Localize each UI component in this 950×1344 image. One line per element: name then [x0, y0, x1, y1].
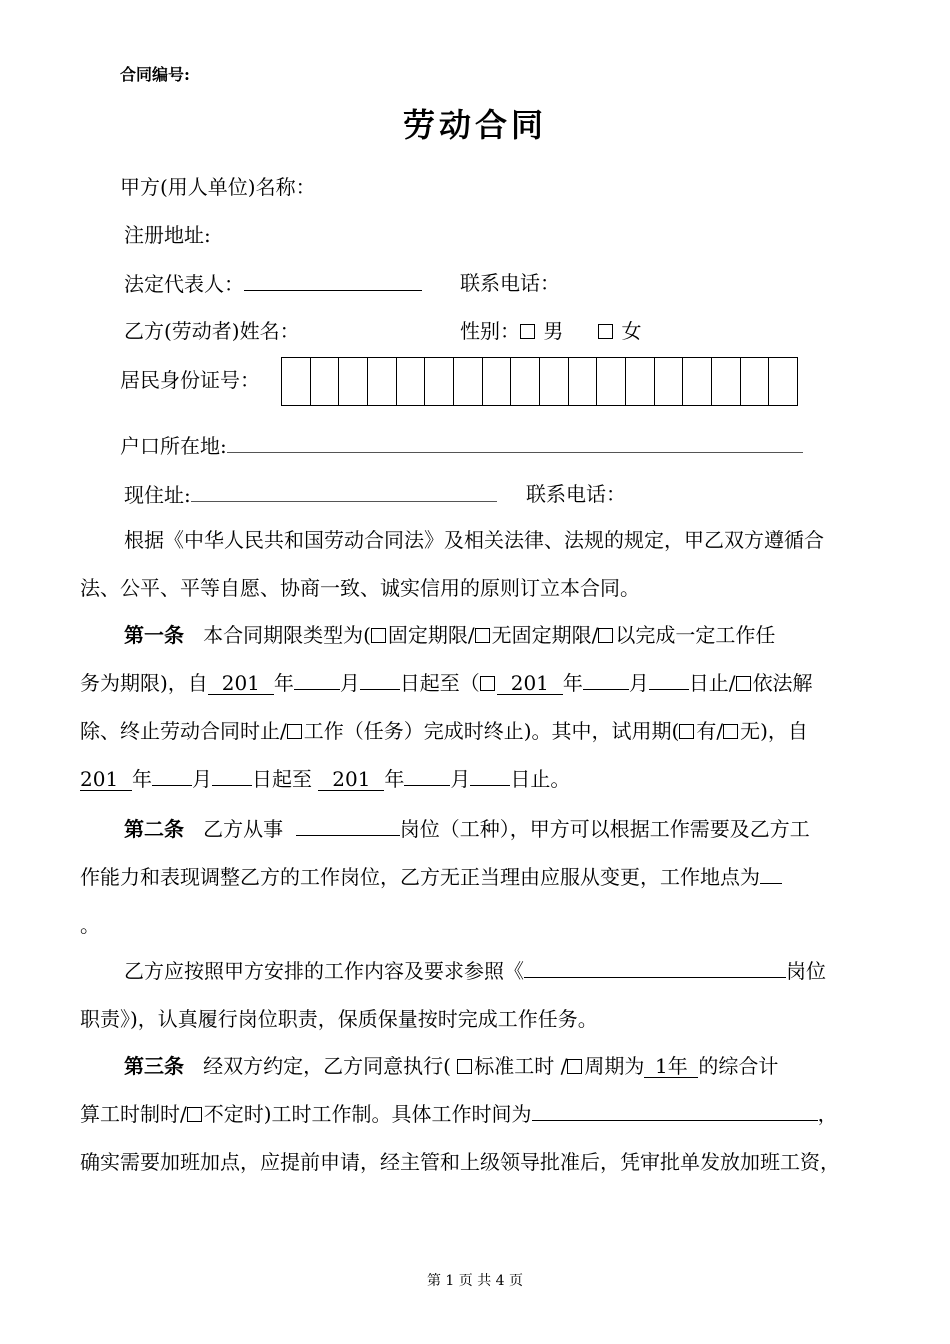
preamble-paragraph [80, 516, 886, 612]
id-digit-cell[interactable] [454, 358, 483, 405]
article-2 [80, 805, 886, 949]
id-digit-cell[interactable] [368, 358, 397, 405]
party-a-phone-label: 联系电话： [460, 271, 560, 295]
article-3-line-1: 第三条 经双方约定，乙方同意执行( 标准工时 / 周期为 1年 的综合计 [124, 1054, 779, 1078]
id-digit-cell[interactable] [540, 358, 569, 405]
legal-representative-row [124, 270, 422, 297]
legal-termination-checkbox[interactable] [736, 676, 751, 691]
period-field[interactable]: 1年 [644, 1055, 698, 1078]
article-1-line-2: 务为期限)，自 201 年 月 日起至（ 201 年 月 日止/ 依法解 [80, 671, 813, 695]
article-3 [80, 1042, 886, 1186]
gender-label: 性别： [460, 319, 520, 343]
end-date-checkbox[interactable] [480, 676, 495, 691]
party-a-address-label: 注册地址: [124, 223, 211, 247]
article-2-p2-line-1: 乙方应按照甲方安排的工作内容及要求参照《 岗位 [124, 959, 826, 983]
article-1-line-1: 第一条 本合同期限类型为( 固定期限/ 无固定期限/ 以完成一定工作任 [124, 623, 776, 647]
preamble-line-2: 法、公平、平等自愿、协商一致、诚实信用的原则订立本合同。 [80, 576, 640, 600]
id-digit-cell[interactable] [741, 358, 770, 405]
legal-representative-blank[interactable] [244, 270, 422, 291]
hukou-row [120, 432, 803, 459]
article-2-line-3: 。 [80, 913, 100, 937]
id-digit-cell[interactable] [683, 358, 712, 405]
id-digit-cell[interactable] [655, 358, 684, 405]
article-2-line-1: 第二条 乙方从事 岗位（工种），甲方可以根据工作需要及乙方工 [124, 817, 810, 841]
flexible-hours-checkbox[interactable] [187, 1107, 202, 1122]
article-3-line-2: 算工时制时/ 不定时)工时工作制。具体工作时间为 ， [80, 1102, 838, 1126]
comprehensive-hours-checkbox[interactable] [567, 1059, 582, 1074]
id-number-grid [281, 357, 798, 406]
id-digit-cell[interactable] [712, 358, 741, 405]
preamble-line-1: 根据《中华人民共和国劳动合同法》及相关法律、法规的规定，甲乙双方遵循合 [124, 528, 824, 552]
article-1-heading: 第一条 [124, 623, 184, 647]
article-1-line-4: 201 年 月 日起至 201 年 月 日止。 [80, 767, 571, 791]
id-digit-cell[interactable] [339, 358, 368, 405]
residence-label: 现住址: [124, 483, 191, 507]
non-fixed-term-checkbox[interactable] [475, 628, 490, 643]
work-location-field[interactable] [760, 883, 782, 884]
document-title: 劳动合同 [402, 106, 547, 144]
article-3-heading: 第三条 [124, 1054, 184, 1078]
gender-row [460, 318, 641, 344]
start-day-field[interactable] [360, 689, 400, 690]
id-digit-cell[interactable] [425, 358, 454, 405]
fixed-term-checkbox[interactable] [371, 628, 386, 643]
female-label: 女 [621, 319, 642, 343]
probation-start-day-field[interactable] [212, 785, 252, 786]
probation-end-month-field[interactable] [404, 785, 450, 786]
start-year-field[interactable]: 201 [208, 672, 274, 695]
id-digit-cell[interactable] [626, 358, 655, 405]
article-1-line-3: 除、终止劳动合同时止/ 工作（任务）完成时终止)。其中，试用期( 有/ 无)，自 [80, 719, 808, 743]
probation-no-checkbox[interactable] [723, 724, 738, 739]
probation-yes-checkbox[interactable] [679, 724, 694, 739]
id-digit-cell[interactable] [483, 358, 512, 405]
residence-blank[interactable] [191, 481, 497, 502]
article-2-heading: 第二条 [124, 817, 184, 841]
female-checkbox[interactable] [598, 324, 613, 339]
id-number-label: 居民身份证号： [120, 368, 260, 392]
id-digit-cell[interactable] [397, 358, 426, 405]
id-digit-cell[interactable] [311, 358, 340, 405]
legal-representative-label: 法定代表人： [124, 272, 244, 296]
working-hours-field[interactable] [532, 1120, 818, 1121]
party-b-phone-label: 联系电话： [526, 482, 626, 506]
probation-end-day-field[interactable] [470, 785, 510, 786]
party-a-name-label: 甲方(用人单位)名称： [120, 175, 316, 199]
hukou-blank[interactable] [227, 432, 803, 453]
hukou-label: 户口所在地: [120, 434, 227, 458]
position-field[interactable] [296, 835, 400, 836]
probation-start-month-field[interactable] [152, 785, 192, 786]
id-digit-cell[interactable] [569, 358, 598, 405]
article-2-paragraph-2 [80, 947, 886, 1043]
end-day-field[interactable] [649, 689, 689, 690]
residence-row [124, 481, 497, 508]
article-2-p2-line-2: 职责》)，认真履行岗位职责，保质保量按时完成工作任务。 [80, 1007, 598, 1031]
start-month-field[interactable] [294, 689, 340, 690]
job-duties-field[interactable] [524, 977, 786, 978]
end-year-field[interactable]: 201 [497, 672, 563, 695]
id-digit-cell[interactable] [769, 358, 797, 405]
task-completion-checkbox[interactable] [287, 724, 302, 739]
article-2-line-2: 作能力和表现调整乙方的工作岗位，乙方无正当理由应服从变更，工作地点为 [80, 853, 886, 901]
id-digit-cell[interactable] [597, 358, 626, 405]
end-month-field[interactable] [583, 689, 629, 690]
article-1 [80, 611, 886, 803]
article-3-line-3: 确实需要加班加点，应提前申请，经主管和上级领导批准后，凭审批单发放加班工资， [80, 1150, 840, 1174]
id-digit-cell[interactable] [282, 358, 311, 405]
male-label: 男 [543, 319, 564, 343]
probation-end-year-field[interactable]: 201 [318, 768, 384, 791]
id-digit-cell[interactable] [511, 358, 540, 405]
party-b-name-label: 乙方(劳动者)姓名： [124, 319, 300, 343]
page-number: 第 1 页 共 4 页 [426, 1273, 524, 1289]
male-checkbox[interactable] [520, 324, 535, 339]
contract-number-label: 合同编号: [120, 65, 190, 84]
task-term-checkbox[interactable] [598, 628, 613, 643]
probation-start-year-field[interactable]: 201 [80, 768, 132, 791]
standard-hours-checkbox[interactable] [457, 1059, 472, 1074]
